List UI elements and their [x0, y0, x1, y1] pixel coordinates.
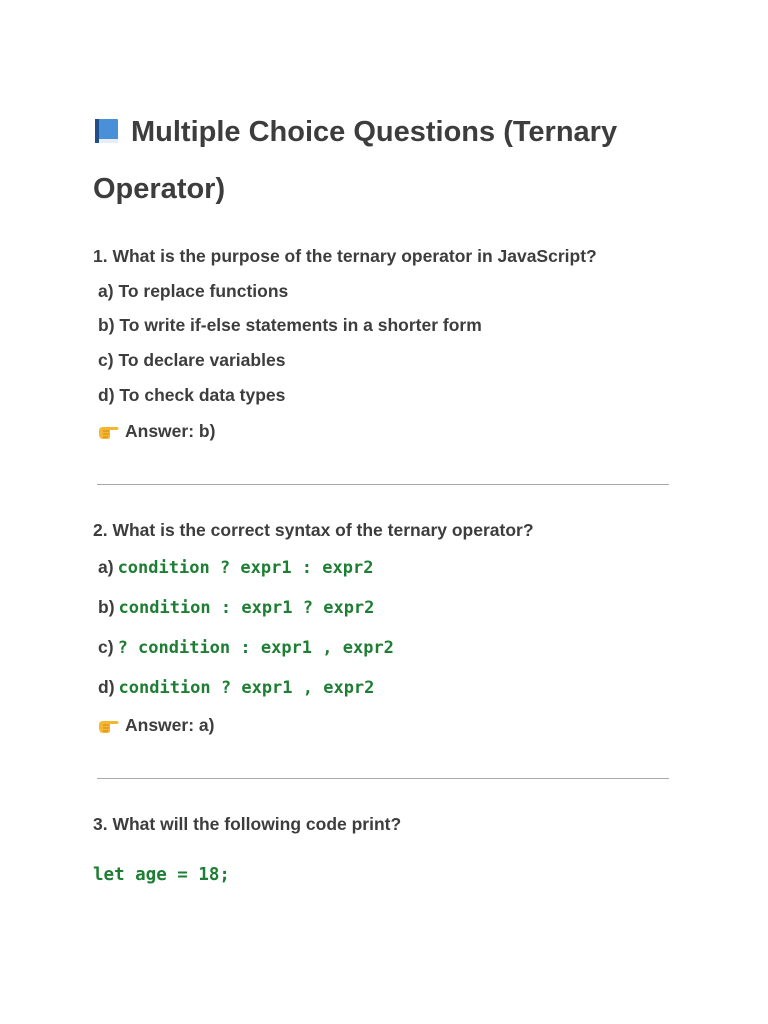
option-letter: c) [98, 350, 114, 370]
question-2-option-d [98, 676, 374, 699]
question-2: 2. What is the correct syntax of the ternary operator? [93, 520, 534, 540]
question-2-answer [98, 714, 214, 736]
option-letter: b) [98, 597, 115, 617]
option-letter: a) [98, 557, 114, 577]
option-text: To write if-else statements in a shorter form [119, 315, 482, 335]
question-1-answer [98, 420, 215, 442]
question-1-option-d [98, 384, 285, 406]
option-letter: a) [98, 281, 114, 301]
question-2-option-a [98, 556, 373, 579]
question-3: 3. What will the following code print? [93, 814, 402, 834]
option-letter: d) [98, 677, 115, 697]
question-1-option-a [98, 280, 288, 302]
code-line: let age = 18; [93, 865, 230, 885]
section-divider [97, 484, 669, 485]
option-code: condition : expr1 ? expr2 [118, 598, 375, 618]
option-letter: c) [98, 637, 114, 657]
question-2-option-c [98, 636, 394, 659]
option-text: To check data types [119, 385, 286, 405]
option-text: To declare variables [118, 350, 286, 370]
question-1-option-c [98, 349, 285, 371]
title-text: Multiple Choice Questions (Ternary Operator) [93, 116, 618, 205]
page-title [93, 104, 693, 218]
option-code: condition ? expr1 : expr2 [117, 558, 374, 578]
option-code: condition ? expr1 , expr2 [118, 678, 375, 698]
option-letter: d) [98, 385, 115, 405]
option-code: ? condition : expr1 , expr2 [117, 638, 394, 658]
question-2-option-b [98, 596, 374, 619]
option-letter: b) [98, 315, 115, 335]
answer-text: Answer: b) [125, 421, 216, 441]
question-1: 1. What is the purpose of the ternary operator in JavaScript? [93, 246, 597, 266]
question-1-option-b [98, 314, 482, 336]
answer-text: Answer: a) [125, 715, 215, 735]
pointing-hand-icon [98, 422, 120, 440]
section-divider [97, 778, 669, 779]
blue-book-icon [93, 117, 121, 145]
pointing-hand-icon [98, 716, 120, 734]
option-text: To replace functions [118, 281, 289, 301]
